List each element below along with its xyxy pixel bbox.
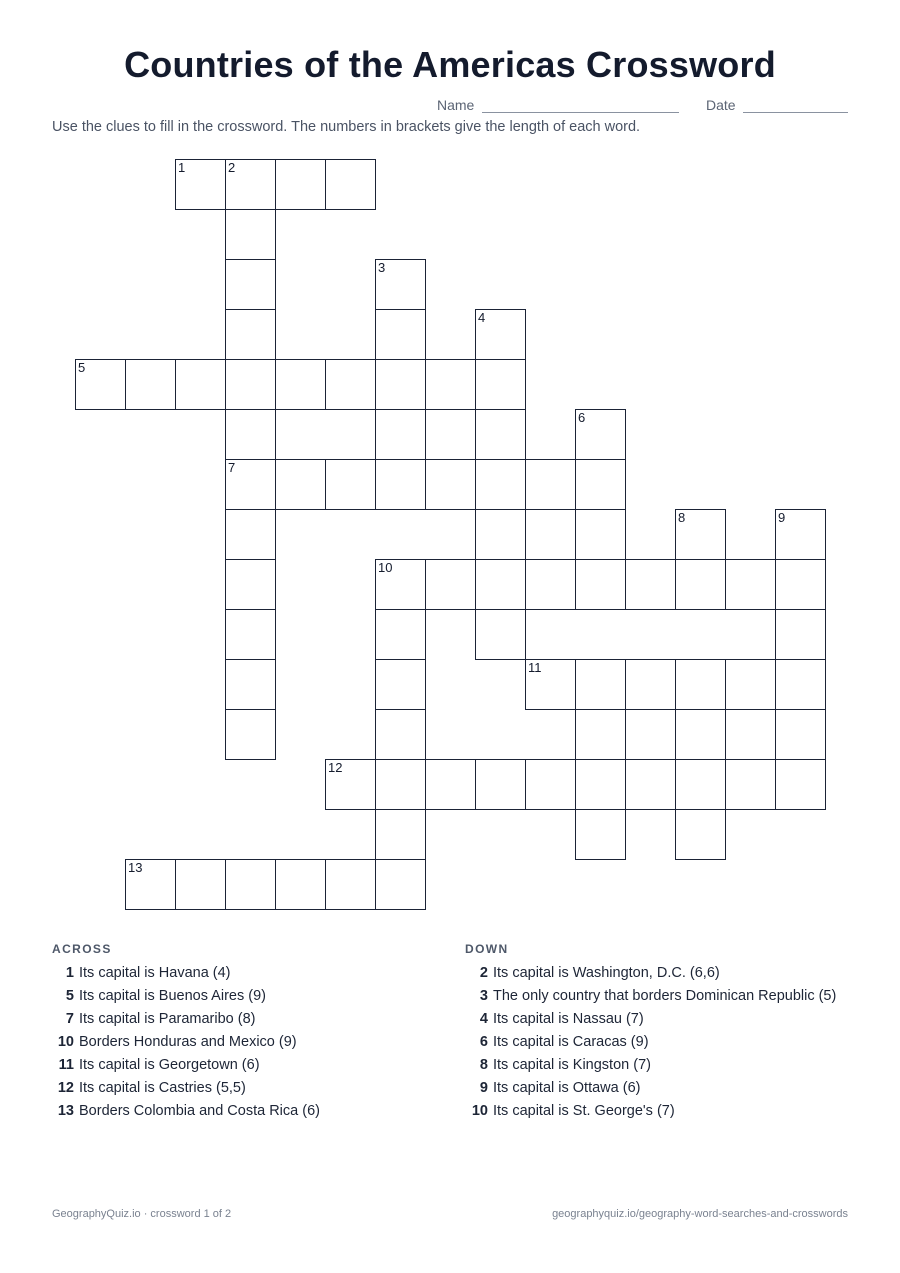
down-clue (466, 1009, 836, 1032)
grid-cell[interactable] (225, 359, 276, 410)
clue-text: The only country that borders Dominican Republic (5) (493, 988, 837, 1004)
grid-cell[interactable] (675, 709, 726, 760)
grid-cell[interactable] (375, 709, 426, 760)
name-label: Name (437, 97, 475, 113)
name-field[interactable] (482, 112, 679, 113)
down-clue (466, 1055, 836, 1078)
grid-cell[interactable] (375, 309, 426, 360)
clue-text: Its capital is Georgetown (6) (79, 1057, 260, 1073)
clue-text: Its capital is Havana (4) (79, 965, 231, 981)
clue-text: Its capital is Buenos Aires (9) (79, 988, 266, 1004)
clue-text: Its capital is Caracas (9) (493, 1034, 649, 1050)
across-clue (52, 963, 320, 986)
grid-cell[interactable] (375, 759, 426, 810)
grid-cell[interactable] (575, 559, 626, 610)
grid-cell[interactable] (475, 309, 526, 360)
cell-number: 8 (678, 510, 686, 525)
clue-number: 11 (58, 1057, 74, 1073)
grid-cell[interactable] (175, 159, 226, 210)
grid-cell[interactable] (225, 259, 276, 310)
grid-cell[interactable] (275, 859, 326, 910)
down-heading: DOWN (465, 942, 509, 956)
grid-cell[interactable] (675, 809, 726, 860)
across-clue (52, 1078, 320, 1101)
cell-number: 6 (578, 410, 586, 425)
clue-number: 7 (65, 1011, 74, 1027)
across-heading: ACROSS (52, 942, 112, 956)
grid-cell[interactable] (175, 859, 226, 910)
grid-cell[interactable] (375, 359, 426, 410)
across-clue (52, 1009, 320, 1032)
grid-cell[interactable] (225, 609, 276, 660)
grid-cell[interactable] (775, 759, 826, 810)
date-field[interactable] (743, 112, 848, 113)
grid-cell[interactable] (375, 809, 426, 860)
grid-cell[interactable] (725, 659, 776, 710)
grid-cell[interactable] (775, 609, 826, 660)
down-clue (466, 1101, 836, 1124)
grid-cell[interactable] (225, 159, 276, 210)
cell-number: 2 (228, 160, 236, 175)
across-clue-list (52, 963, 320, 1124)
clue-number: 2 (479, 965, 488, 981)
grid-cell[interactable] (475, 459, 526, 510)
across-clue (52, 1032, 320, 1055)
cell-number: 4 (478, 310, 486, 325)
grid-cell[interactable] (525, 659, 576, 710)
grid-cell[interactable] (625, 759, 676, 810)
grid-cell[interactable] (425, 559, 476, 610)
grid-cell[interactable] (225, 309, 276, 360)
page-title: Countries of the Americas Crossword (124, 44, 776, 85)
grid-cell[interactable] (475, 559, 526, 610)
clue-number: 9 (479, 1080, 488, 1096)
clue-text: Its capital is Paramaribo (8) (79, 1011, 256, 1027)
grid-cell[interactable] (775, 509, 826, 560)
grid-cell[interactable] (775, 709, 826, 760)
grid-cell[interactable] (325, 459, 376, 510)
clue-text: Its capital is Kingston (7) (493, 1057, 651, 1073)
grid-cell[interactable] (475, 509, 526, 560)
grid-cell[interactable] (175, 359, 226, 410)
grid-cell[interactable] (225, 209, 276, 260)
grid-cell[interactable] (225, 559, 276, 610)
grid-cell[interactable] (375, 259, 426, 310)
footer-source: GeographyQuiz.io · crossword 1 of 2 (52, 1208, 232, 1220)
grid-cell[interactable] (625, 559, 676, 610)
grid-cell[interactable] (275, 459, 326, 510)
grid-cell[interactable] (425, 359, 476, 410)
clue-number: 8 (479, 1057, 488, 1073)
cell-number: 10 (378, 560, 393, 575)
clue-number: 4 (479, 1011, 488, 1027)
instructions: Use the clues to fill in the crossword. The numbers in brackets give the length of each word. (52, 119, 641, 135)
grid-cell[interactable] (775, 559, 826, 610)
cell-number: 5 (78, 360, 86, 375)
grid-cell[interactable] (475, 609, 526, 660)
cell-number: 1 (178, 160, 186, 175)
date-label: Date (706, 97, 736, 113)
grid-cell[interactable] (525, 759, 576, 810)
clue-number: 10 (57, 1034, 74, 1050)
grid-cell[interactable] (525, 459, 576, 510)
grid-cell[interactable] (225, 659, 276, 710)
grid-cell[interactable] (675, 509, 726, 560)
grid-cell[interactable] (125, 359, 176, 410)
clue-text: Its capital is Castries (5,5) (79, 1080, 246, 1096)
down-clue (466, 963, 836, 986)
grid-cell[interactable] (475, 759, 526, 810)
clue-number: 6 (479, 1034, 488, 1050)
clue-text: Borders Honduras and Mexico (9) (79, 1034, 297, 1050)
down-clue (466, 1032, 836, 1055)
grid-cell[interactable] (575, 659, 626, 710)
grid-cell[interactable] (675, 759, 726, 810)
grid-cell[interactable] (725, 759, 776, 810)
across-clue (52, 1101, 320, 1124)
grid-cell[interactable] (225, 509, 276, 560)
grid-cell[interactable] (575, 409, 626, 460)
cell-number: 7 (228, 460, 236, 475)
clue-number: 1 (65, 965, 74, 981)
grid-cell[interactable] (275, 159, 326, 210)
cell-number: 13 (128, 860, 143, 875)
grid-cell[interactable] (325, 859, 376, 910)
grid-cell[interactable] (575, 709, 626, 760)
grid-cell[interactable] (475, 409, 526, 460)
grid-cell[interactable] (375, 459, 426, 510)
grid-cell[interactable] (225, 459, 276, 510)
grid-cell[interactable] (375, 659, 426, 710)
grid-cell[interactable] (575, 809, 626, 860)
clue-number: 13 (57, 1103, 74, 1119)
grid-cell[interactable] (325, 159, 376, 210)
grid-cell[interactable] (725, 559, 776, 610)
grid-cell[interactable] (675, 559, 726, 610)
clue-text: Its capital is Washington, D.C. (6,6) (493, 965, 720, 981)
clue-number: 10 (471, 1103, 488, 1119)
footer-url: geographyquiz.io/geography-word-searches-and-crosswords (552, 1208, 848, 1220)
grid-cell[interactable] (425, 759, 476, 810)
down-clue (466, 1078, 836, 1101)
grid-cell[interactable] (225, 709, 276, 760)
clue-number: 3 (479, 988, 488, 1004)
clue-text: Its capital is Ottawa (6) (493, 1080, 641, 1096)
cell-number: 12 (328, 760, 343, 775)
grid-cell[interactable] (675, 659, 726, 710)
grid-cell[interactable] (275, 359, 326, 410)
grid-cell[interactable] (475, 359, 526, 410)
down-clue-list (466, 963, 836, 1124)
down-clue (466, 986, 836, 1009)
grid-cell[interactable] (575, 459, 626, 510)
grid-cell[interactable] (325, 759, 376, 810)
cell-number: 3 (378, 260, 386, 275)
across-clue (52, 1055, 320, 1078)
grid-cell[interactable] (375, 859, 426, 910)
clue-number: 12 (57, 1080, 74, 1096)
grid-cell[interactable] (375, 409, 426, 460)
grid-cell[interactable] (525, 559, 576, 610)
grid-cell[interactable] (125, 859, 176, 910)
grid-cell[interactable] (575, 759, 626, 810)
grid-cell[interactable] (225, 859, 276, 910)
grid-cell[interactable] (75, 359, 126, 410)
cell-number: 11 (528, 660, 542, 675)
grid-cell[interactable] (225, 409, 276, 460)
grid-cell[interactable] (575, 509, 626, 560)
clue-text: Its capital is St. George's (7) (493, 1103, 675, 1119)
clue-number: 5 (65, 988, 74, 1004)
grid-cell[interactable] (425, 459, 476, 510)
grid-cell[interactable] (625, 659, 676, 710)
grid-cell[interactable] (375, 609, 426, 660)
clue-text: Its capital is Nassau (7) (493, 1011, 644, 1027)
grid-cell[interactable] (375, 559, 426, 610)
grid-cell[interactable] (775, 659, 826, 710)
grid-cell[interactable] (325, 359, 376, 410)
across-clue (52, 986, 320, 1009)
cell-number: 9 (778, 510, 786, 525)
clue-text: Borders Colombia and Costa Rica (6) (79, 1103, 320, 1119)
